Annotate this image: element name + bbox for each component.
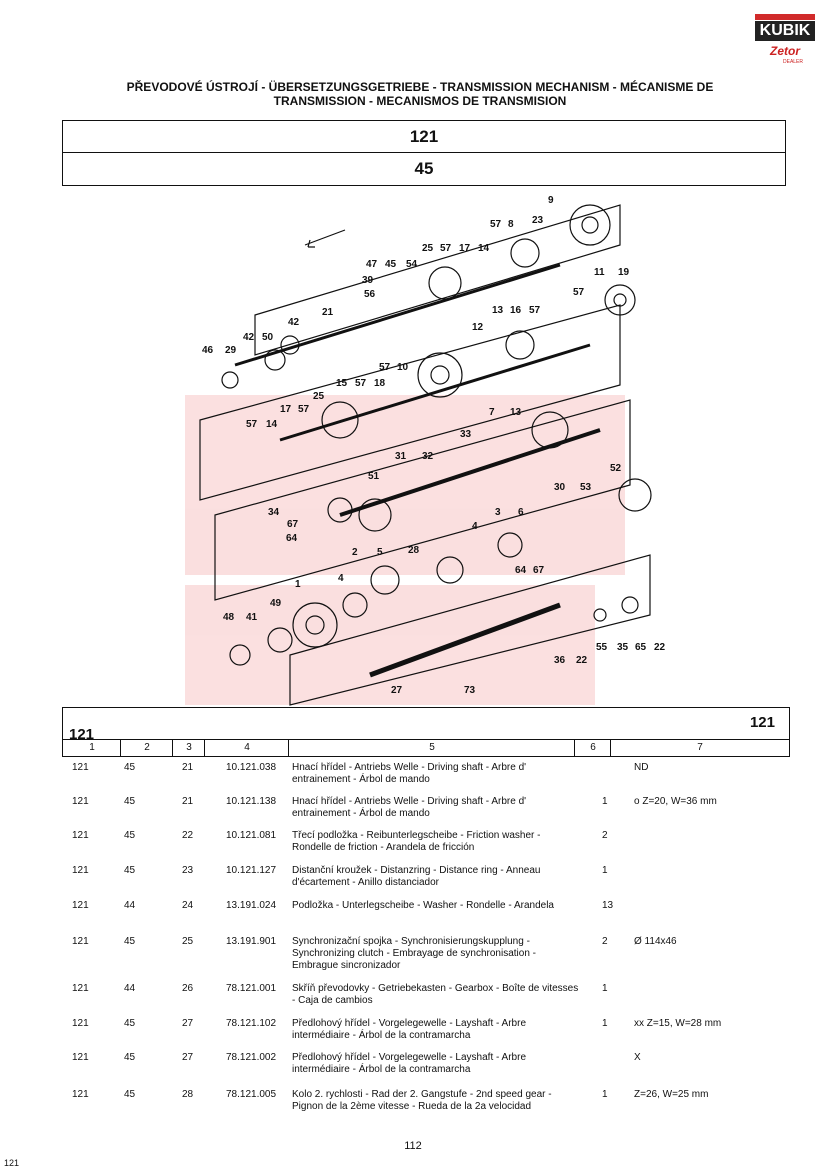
diagram-callout: 64 [286, 533, 298, 544]
cell-quantity: 1 [602, 1089, 608, 1100]
cell-part-number: 10.121.038 [226, 762, 277, 773]
diagram-callout: 4 [338, 573, 344, 584]
diagram-callout: 57 [490, 219, 502, 230]
diagram-callout: 22 [576, 655, 588, 666]
diagram-callout: 25 [422, 243, 434, 254]
cell-quantity: 13 [602, 900, 614, 911]
cell-position: 27 [182, 1052, 194, 1063]
cell-position: 23 [182, 865, 194, 876]
diagram-callout: 57 [440, 243, 452, 254]
cell-quantity: 1 [602, 865, 608, 876]
cell-description: Hnací hřídel - Antriebs Welle - Driving shaft - Arbre d' entrainement - Árbol de mando [292, 796, 527, 819]
diagram-callout: 18 [374, 378, 386, 389]
diagram-callout: 10 [397, 362, 409, 373]
subgroup-number: 45 [63, 152, 785, 184]
diagram-callout: 46 [202, 345, 214, 356]
cell-position: 25 [182, 936, 194, 947]
cell-part-number: 13.191.901 [226, 936, 277, 947]
cell-position: 27 [182, 1018, 194, 1029]
cell-part-number: 10.121.127 [226, 865, 277, 876]
cell-description: Synchronizační spojka - Synchronisierungskupplung - Synchronizing clutch - Embrayage de synchronisation - Embrague sincronizador [292, 936, 537, 971]
cell-part-number: 10.121.081 [226, 830, 277, 841]
diagram-callout: 67 [287, 519, 299, 530]
cell-group: 121 [72, 865, 89, 876]
cell-quantity: 1 [602, 796, 608, 807]
cell-subgroup: 45 [124, 1089, 136, 1100]
group-number: 121 [409, 127, 439, 146]
diagram-callout: 11 [594, 267, 605, 278]
cell-description: Podložka - Unterlegscheibe - Washer - Rondelle - Arandela [292, 900, 554, 911]
diagram-callout: 55 [596, 642, 608, 653]
diagram-callout: 45 [385, 259, 397, 270]
diagram-callout: 51 [368, 471, 380, 482]
cell-part-number: 78.121.002 [226, 1052, 277, 1063]
cell-note: Z=26, W=25 mm [634, 1089, 709, 1100]
cell-subgroup: 45 [124, 865, 136, 876]
diagram-callout: 14 [266, 419, 278, 430]
brand-sub: Zetor [770, 44, 800, 58]
cell-position: 21 [182, 762, 194, 773]
diagram-callout: 22 [654, 642, 666, 653]
cell-group: 121 [72, 983, 89, 994]
cell-group: 121 [72, 762, 89, 773]
cell-description: Hnací hřídel - Antriebs Welle - Driving shaft - Arbre d' entrainement - Árbol de mando [292, 762, 527, 785]
col-3: 3 [172, 739, 205, 756]
cell-group: 121 [72, 830, 89, 841]
cell-subgroup: 45 [124, 1052, 136, 1063]
diagram-callout: 25 [313, 391, 325, 402]
cell-group: 121 [72, 936, 89, 947]
cell-group: 121 [72, 1052, 89, 1063]
diagram-callout: 2 [352, 547, 358, 558]
col-5: 5 [288, 739, 575, 756]
cell-subgroup: 45 [124, 1018, 136, 1029]
diagram-callout: 57 [246, 419, 258, 430]
cell-description: Třecí podložka - Reibunterlegscheibe - Friction washer - Rondelle de friction - Arandela de fricción [292, 830, 541, 853]
cell-group: 121 [72, 1018, 89, 1029]
cell-position: 21 [182, 796, 194, 807]
cell-subgroup: 44 [124, 983, 136, 994]
diagram-callout: 4 [472, 521, 478, 532]
diagram-callout: 19 [618, 267, 630, 278]
header-box [62, 120, 786, 186]
table-group-right: 121 [749, 714, 775, 731]
diagram-callout: 42 [243, 332, 255, 343]
cell-part-number: 13.191.024 [226, 900, 277, 911]
col-6: 6 [574, 739, 611, 756]
diagram-callout: 17 [459, 243, 471, 254]
diagram-callout: 56 [364, 289, 376, 300]
cell-quantity: 1 [602, 1018, 608, 1029]
diagram-callout: 32 [422, 451, 434, 462]
diagram-callout: 42 [288, 317, 300, 328]
col-1: 1 [62, 739, 121, 756]
cell-subgroup: 45 [124, 762, 136, 773]
cell-description: Distanční kroužek - Distanzring - Distance ring - Anneau d'écartement - Anillo distanciador [292, 865, 541, 888]
diagram-callout: 31 [395, 451, 407, 462]
diagram-callout: 49 [270, 598, 282, 609]
diagram-callout: 64 [515, 565, 527, 576]
diagram-callout: 65 [635, 642, 647, 653]
page-number: 112 [404, 1140, 422, 1152]
diagram-callout: 34 [268, 507, 280, 518]
exploded-parts-diagram [180, 185, 680, 710]
cell-note: o Z=20, W=36 mm [634, 796, 717, 807]
diagram-callout: 29 [225, 345, 237, 356]
cell-subgroup: 45 [124, 796, 136, 807]
logo-bar [755, 14, 815, 20]
cell-part-number: 78.121.005 [226, 1089, 277, 1100]
diagram-callout: 1 [295, 579, 301, 590]
diagram-callout: 28 [408, 545, 420, 556]
diagram-callout: 8 [508, 219, 514, 230]
diagram-callout: 17 [280, 404, 292, 415]
cell-quantity: 1 [602, 983, 608, 994]
diagram-callout: 57 [573, 287, 585, 298]
diagram-callout: 3 [495, 507, 501, 518]
cell-part-number: 10.121.138 [226, 796, 277, 807]
cell-description: Předlohový hřídel - Vorgelegewelle - Layshaft - Arbre intermédiaire - Árbol de la contramarcha [292, 1052, 527, 1075]
diagram-callout: 50 [262, 332, 274, 343]
brand-dealer: DEALER [783, 59, 804, 65]
diagram-callout: 57 [379, 362, 391, 373]
diagram-callout: 15 [336, 378, 348, 389]
cell-note: ND [634, 762, 649, 773]
cell-subgroup: 44 [124, 900, 136, 911]
cell-position: 28 [182, 1089, 194, 1100]
diagram-callout: 48 [223, 612, 235, 623]
diagram-callout: 36 [554, 655, 566, 666]
diagram-callout: 12 [472, 322, 484, 333]
cell-group: 121 [72, 796, 89, 807]
page-title: PŘEVODOVÉ ÚSTROJÍ - ÜBERSETZUNGSGETRIEBE - TRANSMISSION MECHANISM - MÉCANISME DE TRANSMISSION - MECANISMOS DE TRANSMISION [126, 80, 714, 108]
table-group-left: 121 [69, 726, 95, 743]
cell-part-number: 78.121.102 [226, 1018, 277, 1029]
diagram-callout: 35 [617, 642, 629, 653]
cell-description: Kolo 2. rychlosti - Rad der 2. Gangstufe - 2nd speed gear - Pignon de la 2ème vitesse - Rueda de la 2a velocidad [292, 1089, 552, 1112]
diagram-callout: 52 [610, 463, 622, 474]
diagram-callout: 27 [391, 685, 403, 696]
side-mark: 121 [4, 1158, 20, 1168]
diagram-callout: 39 [362, 275, 374, 286]
diagram-callout: 23 [532, 215, 544, 226]
diagram-callout: 13 [510, 407, 522, 418]
cell-description: Skříň převodovky - Getriebekasten - Gearbox - Boîte de vitesses - Caja de cambios [292, 983, 579, 1006]
cell-position: 26 [182, 983, 194, 994]
col-2: 2 [120, 739, 173, 756]
diagram-callout: 14 [478, 243, 490, 254]
cell-subgroup: 45 [124, 830, 136, 841]
cell-note: X [634, 1052, 641, 1063]
cell-position: 22 [182, 830, 194, 841]
cell-position: 24 [182, 900, 194, 911]
diagram-callout: 9 [548, 195, 554, 206]
cell-note: xx Z=15, W=28 mm [634, 1018, 722, 1029]
brand-logo [755, 14, 815, 66]
cell-note: Ø 114x46 [634, 936, 677, 947]
diagram-callout: 47 [366, 259, 378, 270]
cell-group: 121 [72, 900, 89, 911]
diagram-callout: 57 [355, 378, 367, 389]
cell-quantity: 2 [602, 830, 608, 841]
diagram-callout: 54 [406, 259, 418, 270]
diagram-callout: 57 [529, 305, 541, 316]
diagram-callout: 21 [322, 307, 334, 318]
diagram-callout: 57 [298, 404, 310, 415]
diagram-callout: 73 [464, 685, 476, 696]
cell-description: Předlohový hřídel - Vorgelegewelle - Layshaft - Arbre intermédiaire - Árbol de la contramarcha [292, 1018, 527, 1041]
cell-subgroup: 45 [124, 936, 136, 947]
cell-quantity: 2 [602, 936, 608, 947]
brand-name: KUBIK [755, 21, 815, 41]
diagram-callout: 13 [492, 305, 504, 316]
diagram-callout: 7 [489, 407, 495, 418]
diagram-callout: 67 [533, 565, 545, 576]
cell-group: 121 [72, 1089, 89, 1100]
diagram-callout: 6 [518, 507, 524, 518]
column-number-row [62, 739, 790, 755]
diagram-callout: 53 [580, 482, 592, 493]
diagram-callout: 5 [377, 547, 383, 558]
diagram-callout: 41 [246, 612, 258, 623]
cell-part-number: 78.121.001 [226, 983, 277, 994]
diagram-callout: 33 [460, 429, 472, 440]
diagram-callout: 16 [510, 305, 522, 316]
diagram-callout: 30 [554, 482, 566, 493]
col-7: 7 [610, 739, 790, 756]
col-4: 4 [204, 739, 289, 756]
